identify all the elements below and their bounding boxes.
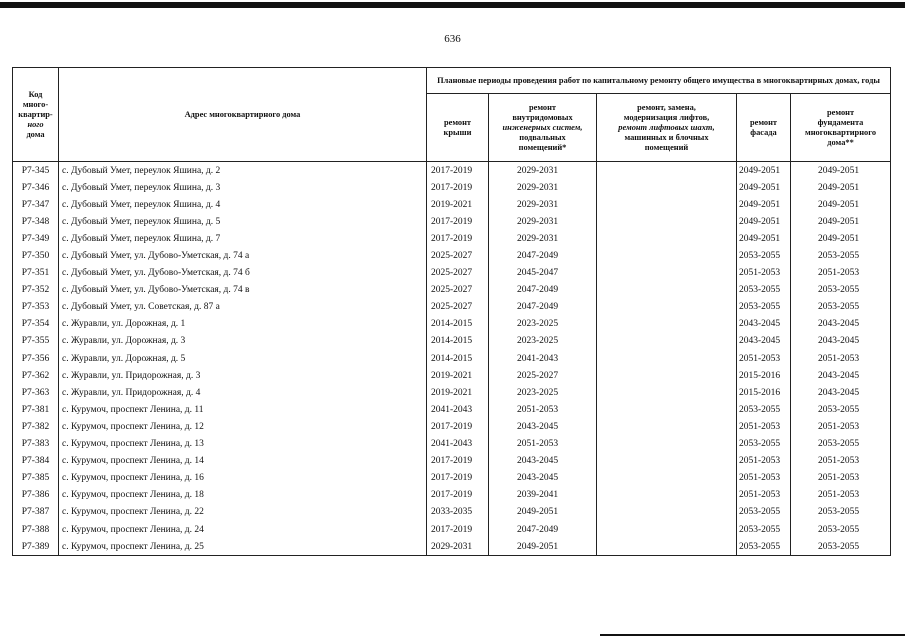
cell-code: Р7-352: [13, 282, 59, 299]
cell-code: Р7-388: [13, 521, 59, 538]
cell-lifts: [597, 521, 737, 538]
cell-code: Р7-348: [13, 213, 59, 230]
cell-foundation: 2049-2051: [791, 196, 891, 213]
cell-foundation: 2053-2055: [791, 299, 891, 316]
cell-systems: 2029-2031: [489, 162, 597, 180]
header-periods-title: Плановые периоды проведения работ по капитальному ремонту общего имущества в многоквартирных домах, годы: [427, 68, 891, 94]
cell-facade: 2051-2053: [737, 453, 791, 470]
cell-roof: 2033-2035: [427, 504, 489, 521]
header-roof: ремонт крыши: [427, 94, 489, 162]
cell-address: с. Курумоч, проспект Ленина, д. 16: [59, 470, 427, 487]
cell-address: с. Курумоч, проспект Ленина, д. 14: [59, 453, 427, 470]
cell-code: Р7-385: [13, 470, 59, 487]
cell-foundation: 2049-2051: [791, 162, 891, 180]
cell-systems: 2045-2047: [489, 265, 597, 282]
cell-systems: 2041-2043: [489, 350, 597, 367]
cell-lifts: [597, 299, 737, 316]
table-row: [13, 213, 891, 230]
cell-systems: 2049-2051: [489, 538, 597, 556]
table-row: [13, 521, 891, 538]
cell-roof: 2019-2021: [427, 196, 489, 213]
table-row: [13, 384, 891, 401]
cell-foundation: 2051-2053: [791, 350, 891, 367]
cell-systems: 2029-2031: [489, 196, 597, 213]
cell-facade: 2053-2055: [737, 538, 791, 556]
cell-foundation: 2049-2051: [791, 213, 891, 230]
cell-address: с. Дубовый Умет, переулок Яшина, д. 4: [59, 196, 427, 213]
cell-lifts: [597, 247, 737, 264]
cell-lifts: [597, 213, 737, 230]
cell-foundation: 2043-2045: [791, 384, 891, 401]
table-row: [13, 196, 891, 213]
cell-roof: 2017-2019: [427, 487, 489, 504]
table-row: [13, 265, 891, 282]
header-code: Код много- квартир- ного дома: [13, 68, 59, 162]
table-row: [13, 470, 891, 487]
cell-address: с. Курумоч, проспект Ленина, д. 11: [59, 401, 427, 418]
cell-lifts: [597, 538, 737, 556]
page-number: 636: [444, 33, 461, 45]
cell-code: Р7-350: [13, 247, 59, 264]
cell-facade: 2015-2016: [737, 384, 791, 401]
cell-systems: 2023-2025: [489, 333, 597, 350]
cell-code: Р7-356: [13, 350, 59, 367]
cell-systems: 2051-2053: [489, 401, 597, 418]
cell-foundation: 2053-2055: [791, 282, 891, 299]
cell-address: с. Дубовый Умет, ул. Советская, д. 87 а: [59, 299, 427, 316]
cell-systems: 2043-2045: [489, 418, 597, 435]
cell-facade: 2049-2051: [737, 196, 791, 213]
cell-roof: 2017-2019: [427, 470, 489, 487]
cell-systems: 2043-2045: [489, 470, 597, 487]
table-row: [13, 299, 891, 316]
cell-systems: 2047-2049: [489, 299, 597, 316]
table-row: [13, 418, 891, 435]
cell-lifts: [597, 316, 737, 333]
cell-facade: 2049-2051: [737, 213, 791, 230]
header-foundation: ремонт фундамента многоквартирного дома**: [791, 94, 891, 162]
cell-facade: 2053-2055: [737, 521, 791, 538]
cell-foundation: 2053-2055: [791, 504, 891, 521]
table-row: [13, 367, 891, 384]
table-row: [13, 179, 891, 196]
cell-code: Р7-387: [13, 504, 59, 521]
cell-systems: 2023-2025: [489, 384, 597, 401]
cell-address: с. Курумоч, проспект Ленина, д. 13: [59, 436, 427, 453]
cell-foundation: 2051-2053: [791, 453, 891, 470]
cell-foundation: 2051-2053: [791, 470, 891, 487]
cell-foundation: 2043-2045: [791, 333, 891, 350]
cell-roof: 2041-2043: [427, 436, 489, 453]
cell-foundation: 2043-2045: [791, 316, 891, 333]
cell-lifts: [597, 504, 737, 521]
table-row: [13, 247, 891, 264]
cell-facade: 2051-2053: [737, 487, 791, 504]
cell-facade: 2049-2051: [737, 179, 791, 196]
cell-address: с. Дубовый Умет, переулок Яшина, д. 5: [59, 213, 427, 230]
cell-lifts: [597, 436, 737, 453]
cell-roof: 2025-2027: [427, 265, 489, 282]
cell-lifts: [597, 162, 737, 180]
scan-bottom-border: [600, 634, 905, 636]
cell-facade: 2049-2051: [737, 230, 791, 247]
cell-roof: 2019-2021: [427, 367, 489, 384]
cell-facade: 2049-2051: [737, 162, 791, 180]
cell-roof: 2017-2019: [427, 179, 489, 196]
cell-facade: 2053-2055: [737, 504, 791, 521]
cell-systems: 2025-2027: [489, 367, 597, 384]
capital-repair-schedule-table: [12, 67, 891, 556]
table-row: [13, 282, 891, 299]
cell-foundation: 2053-2055: [791, 247, 891, 264]
cell-roof: 2017-2019: [427, 230, 489, 247]
cell-code: Р7-382: [13, 418, 59, 435]
cell-systems: 2047-2049: [489, 247, 597, 264]
table-row: [13, 333, 891, 350]
cell-lifts: [597, 367, 737, 384]
cell-code: Р7-355: [13, 333, 59, 350]
cell-facade: 2051-2053: [737, 265, 791, 282]
cell-facade: 2053-2055: [737, 247, 791, 264]
cell-code: Р7-381: [13, 401, 59, 418]
cell-roof: 2041-2043: [427, 401, 489, 418]
cell-systems: 2023-2025: [489, 316, 597, 333]
table-row: [13, 316, 891, 333]
cell-systems: 2039-2041: [489, 487, 597, 504]
cell-lifts: [597, 453, 737, 470]
cell-foundation: 2051-2053: [791, 487, 891, 504]
cell-address: с. Курумоч, проспект Ленина, д. 12: [59, 418, 427, 435]
cell-address: с. Дубовый Умет, ул. Дубово-Уметская, д. 74 а: [59, 247, 427, 264]
cell-facade: 2051-2053: [737, 470, 791, 487]
cell-foundation: 2051-2053: [791, 418, 891, 435]
cell-address: с. Курумоч, проспект Ленина, д. 18: [59, 487, 427, 504]
table-row: [13, 401, 891, 418]
cell-address: с. Курумоч, проспект Ленина, д. 24: [59, 521, 427, 538]
table-row: [13, 453, 891, 470]
cell-roof: 2017-2019: [427, 453, 489, 470]
cell-lifts: [597, 196, 737, 213]
cell-address: с. Курумоч, проспект Ленина, д. 25: [59, 538, 427, 556]
cell-roof: 2017-2019: [427, 213, 489, 230]
cell-roof: 2017-2019: [427, 418, 489, 435]
cell-facade: 2015-2016: [737, 367, 791, 384]
cell-roof: 2017-2019: [427, 521, 489, 538]
cell-foundation: 2051-2053: [791, 265, 891, 282]
cell-facade: 2051-2053: [737, 350, 791, 367]
cell-roof: 2014-2015: [427, 316, 489, 333]
scan-top-border: [0, 2, 905, 8]
table-row: [13, 538, 891, 556]
cell-address: с. Дубовый Умет, переулок Яшина, д. 2: [59, 162, 427, 180]
cell-lifts: [597, 470, 737, 487]
table-row: [13, 504, 891, 521]
cell-code: Р7-354: [13, 316, 59, 333]
cell-systems: 2043-2045: [489, 453, 597, 470]
cell-lifts: [597, 282, 737, 299]
table-row: [13, 162, 891, 180]
cell-systems: 2047-2049: [489, 521, 597, 538]
cell-roof: 2014-2015: [427, 333, 489, 350]
cell-roof: 2025-2027: [427, 299, 489, 316]
table-row: [13, 436, 891, 453]
cell-foundation: 2053-2055: [791, 401, 891, 418]
cell-code: Р7-349: [13, 230, 59, 247]
header-facade: ремонт фасада: [737, 94, 791, 162]
table-row: [13, 350, 891, 367]
cell-roof: 2017-2019: [427, 162, 489, 180]
cell-foundation: 2053-2055: [791, 436, 891, 453]
cell-facade: 2053-2055: [737, 436, 791, 453]
cell-facade: 2043-2045: [737, 316, 791, 333]
cell-address: с. Журавли, ул. Дорожная, д. 1: [59, 316, 427, 333]
cell-systems: 2051-2053: [489, 436, 597, 453]
cell-address: с. Дубовый Умет, переулок Яшина, д. 7: [59, 230, 427, 247]
cell-systems: 2029-2031: [489, 179, 597, 196]
header-lifts: ремонт, замена, модернизация лифтов, ремонт лифтовых шахт, машинных и блочных помещений: [597, 94, 737, 162]
cell-code: Р7-362: [13, 367, 59, 384]
cell-foundation: 2049-2051: [791, 179, 891, 196]
cell-code: Р7-384: [13, 453, 59, 470]
cell-lifts: [597, 230, 737, 247]
cell-address: с. Дубовый Умет, ул. Дубово-Уметская, д. 74 в: [59, 282, 427, 299]
cell-address: с. Журавли, ул. Дорожная, д. 3: [59, 333, 427, 350]
cell-code: Р7-345: [13, 162, 59, 180]
cell-code: Р7-363: [13, 384, 59, 401]
cell-address: с. Курумоч, проспект Ленина, д. 22: [59, 504, 427, 521]
cell-code: Р7-353: [13, 299, 59, 316]
cell-facade: 2051-2053: [737, 418, 791, 435]
cell-code: Р7-351: [13, 265, 59, 282]
header-systems: ремонт внутридомовых инженерных систем, подвальных помещений*: [489, 94, 597, 162]
cell-address: с. Журавли, ул. Дорожная, д. 5: [59, 350, 427, 367]
cell-code: Р7-346: [13, 179, 59, 196]
cell-foundation: 2053-2055: [791, 521, 891, 538]
cell-lifts: [597, 179, 737, 196]
cell-address: с. Журавли, ул. Придорожная, д. 3: [59, 367, 427, 384]
table-row: [13, 230, 891, 247]
cell-roof: 2025-2027: [427, 282, 489, 299]
cell-foundation: 2043-2045: [791, 367, 891, 384]
cell-lifts: [597, 333, 737, 350]
cell-roof: 2019-2021: [427, 384, 489, 401]
cell-code: Р7-347: [13, 196, 59, 213]
cell-code: Р7-389: [13, 538, 59, 556]
cell-lifts: [597, 265, 737, 282]
cell-facade: 2053-2055: [737, 401, 791, 418]
cell-roof: 2014-2015: [427, 350, 489, 367]
cell-lifts: [597, 418, 737, 435]
cell-code: Р7-383: [13, 436, 59, 453]
cell-lifts: [597, 401, 737, 418]
table-body: [13, 162, 891, 556]
cell-lifts: [597, 384, 737, 401]
cell-facade: 2053-2055: [737, 282, 791, 299]
cell-address: с. Дубовый Умет, переулок Яшина, д. 3: [59, 179, 427, 196]
cell-systems: 2029-2031: [489, 230, 597, 247]
cell-systems: 2047-2049: [489, 282, 597, 299]
cell-facade: 2043-2045: [737, 333, 791, 350]
cell-systems: 2029-2031: [489, 213, 597, 230]
cell-facade: 2053-2055: [737, 299, 791, 316]
cell-address: с. Дубовый Умет, ул. Дубово-Уметская, д. 74 б: [59, 265, 427, 282]
cell-lifts: [597, 350, 737, 367]
table-row: [13, 487, 891, 504]
cell-code: Р7-386: [13, 487, 59, 504]
cell-roof: 2029-2031: [427, 538, 489, 556]
cell-roof: 2025-2027: [427, 247, 489, 264]
cell-systems: 2049-2051: [489, 504, 597, 521]
cell-lifts: [597, 487, 737, 504]
cell-address: с. Журавли, ул. Придорожная, д. 4: [59, 384, 427, 401]
cell-foundation: 2049-2051: [791, 230, 891, 247]
cell-foundation: 2053-2055: [791, 538, 891, 556]
header-address: Адрес многоквартирного дома: [59, 68, 427, 162]
